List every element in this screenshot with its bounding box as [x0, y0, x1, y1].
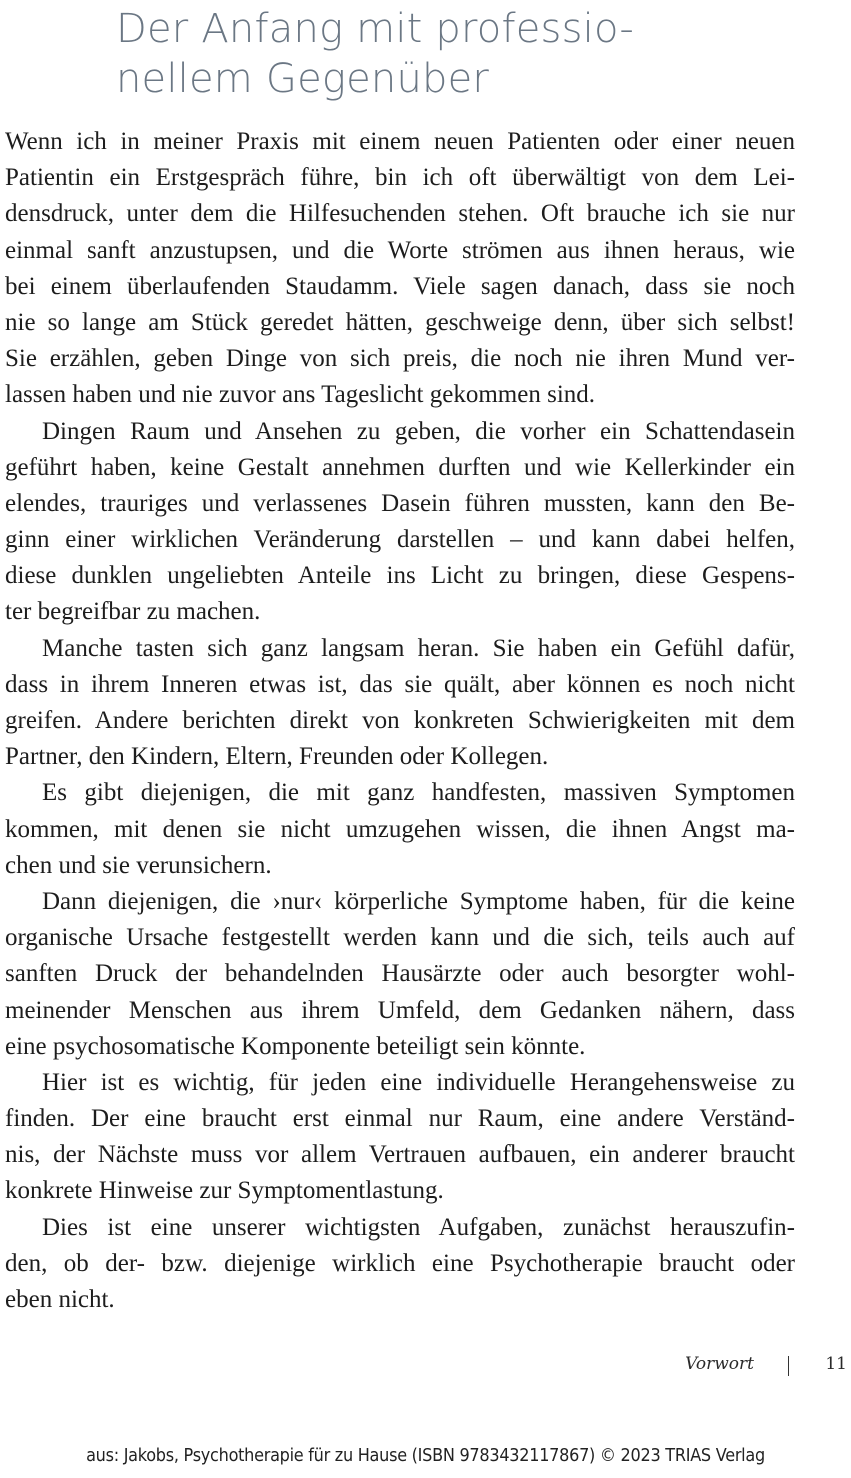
text-line: chen und sie verunsichern.: [5, 851, 272, 879]
text-line: lassen haben und nie zuvor ans Tageslicht gekommen sind.: [5, 381, 596, 409]
text-line: diese dunklen ungeliebten Anteile ins Licht zu bringen, diese Gespens-: [5, 562, 795, 590]
page-heading-line-1: Der Anfang mit professio-: [116, 6, 634, 52]
text-line: Partner, den Kindern, Eltern, Freunden oder Kollegen.: [5, 743, 549, 771]
paragraph-1: [5, 124, 795, 414]
paragraph-4: [5, 775, 795, 884]
text-line: nie so lange am Stück geredet hätten, geschweige denn, über sich selbst!: [5, 308, 795, 336]
text-line: finden. Der eine braucht erst einmal nur Raum, eine andere Verständ-: [5, 1105, 795, 1133]
page-footer: [549, 1352, 849, 1380]
text-line: Sie erzählen, geben Dinge von sich preis, die noch nie ihren Mund ver-: [5, 345, 795, 373]
paragraph-6: [5, 1065, 795, 1210]
text-line: Manche tasten sich ganz langsam heran. Sie haben ein Gefühl dafür,: [42, 634, 795, 662]
text-line: Dingen Raum und Ansehen zu geben, die vorher ein Schattendasein: [42, 417, 795, 445]
text-line: densdruck, unter dem die Hilfesuchenden stehen. Oft brauche ich sie nur: [5, 200, 795, 228]
text-line: Dies ist eine unserer wichtigsten Aufgaben, zunächst herauszufin-: [42, 1213, 795, 1241]
text-line: eine psychosomatische Komponente beteiligt sein könnte.: [5, 1032, 586, 1060]
text-line: Wenn ich in meiner Praxis mit einem neuen Patienten oder einer neuen: [5, 128, 795, 155]
text-line: ter begreifbar zu machen.: [5, 598, 261, 626]
text-line: organische Ursache festgestellt werden kann und die sich, teils auch auf: [5, 924, 795, 952]
paragraph-3: [5, 631, 795, 776]
text-line: ginn einer wirklichen Veränderung darstellen – und kann dabei helfen,: [5, 526, 795, 554]
footer-separator: [788, 1356, 790, 1376]
text-line: dass in ihrem Inneren etwas ist, das sie quält, aber können es noch nicht: [5, 670, 795, 698]
page-heading-line-2: nellem Gegenüber: [116, 56, 490, 102]
paragraph-5: [5, 884, 795, 1065]
copyright-credit: aus: Jakobs, Psychotherapie für zu Hause (ISBN 9783432117867) © 2023 TRIAS Verlag: [86, 1446, 765, 1466]
paragraph-7: [5, 1210, 795, 1319]
page-number: 11: [825, 1354, 847, 1374]
running-footer-section: Vorwort: [685, 1354, 754, 1374]
text-line: Dann diejenigen, die ›nur‹ körperliche Symptome haben, für die keine: [42, 887, 795, 915]
text-line: nis, der Nächste muss vor allem Vertrauen aufbauen, ein anderer braucht: [5, 1141, 795, 1169]
text-line: bei einem überlaufenden Staudamm. Viele sagen danach, dass sie noch: [5, 272, 795, 300]
text-line: einmal sanft anzustupsen, und die Worte strömen aus ihnen heraus, wie: [5, 236, 795, 264]
text-line: sanften Druck der behandelnden Hausärzte oder auch besorgter wohl-: [5, 960, 795, 988]
text-line: Patientin ein Erstgespräch führe, bin ich oft überwältigt von dem Lei-: [5, 164, 795, 192]
text-line: geführt haben, keine Gestalt annehmen durften und wie Kellerkinder ein: [5, 453, 795, 481]
page-heading: [116, 4, 836, 104]
text-line: elendes, trauriges und verlassenes Dasein führen mussten, kann den Be-: [5, 489, 795, 517]
text-line: Es gibt diejenigen, die mit ganz handfesten, massiven Symptomen: [42, 779, 795, 807]
body-text: [5, 124, 795, 1318]
text-line: greifen. Andere berichten direkt von konkreten Schwierigkeiten mit dem: [5, 707, 795, 734]
text-line: konkrete Hinweise zur Symptomentlastung.: [5, 1177, 444, 1205]
text-line: meinender Menschen aus ihrem Umfeld, dem Gedanken nähern, dass: [5, 996, 795, 1024]
text-line: den, ob der- bzw. diejenige wirklich eine Psychotherapie braucht oder: [5, 1249, 795, 1277]
paragraph-2: [5, 414, 795, 631]
text-line: eben nicht.: [5, 1286, 115, 1313]
text-line: Hier ist es wichtig, für jeden eine individuelle Herangehensweise zu: [42, 1068, 795, 1096]
text-line: kommen, mit denen sie nicht umzugehen wissen, die ihnen Angst ma-: [5, 815, 795, 843]
